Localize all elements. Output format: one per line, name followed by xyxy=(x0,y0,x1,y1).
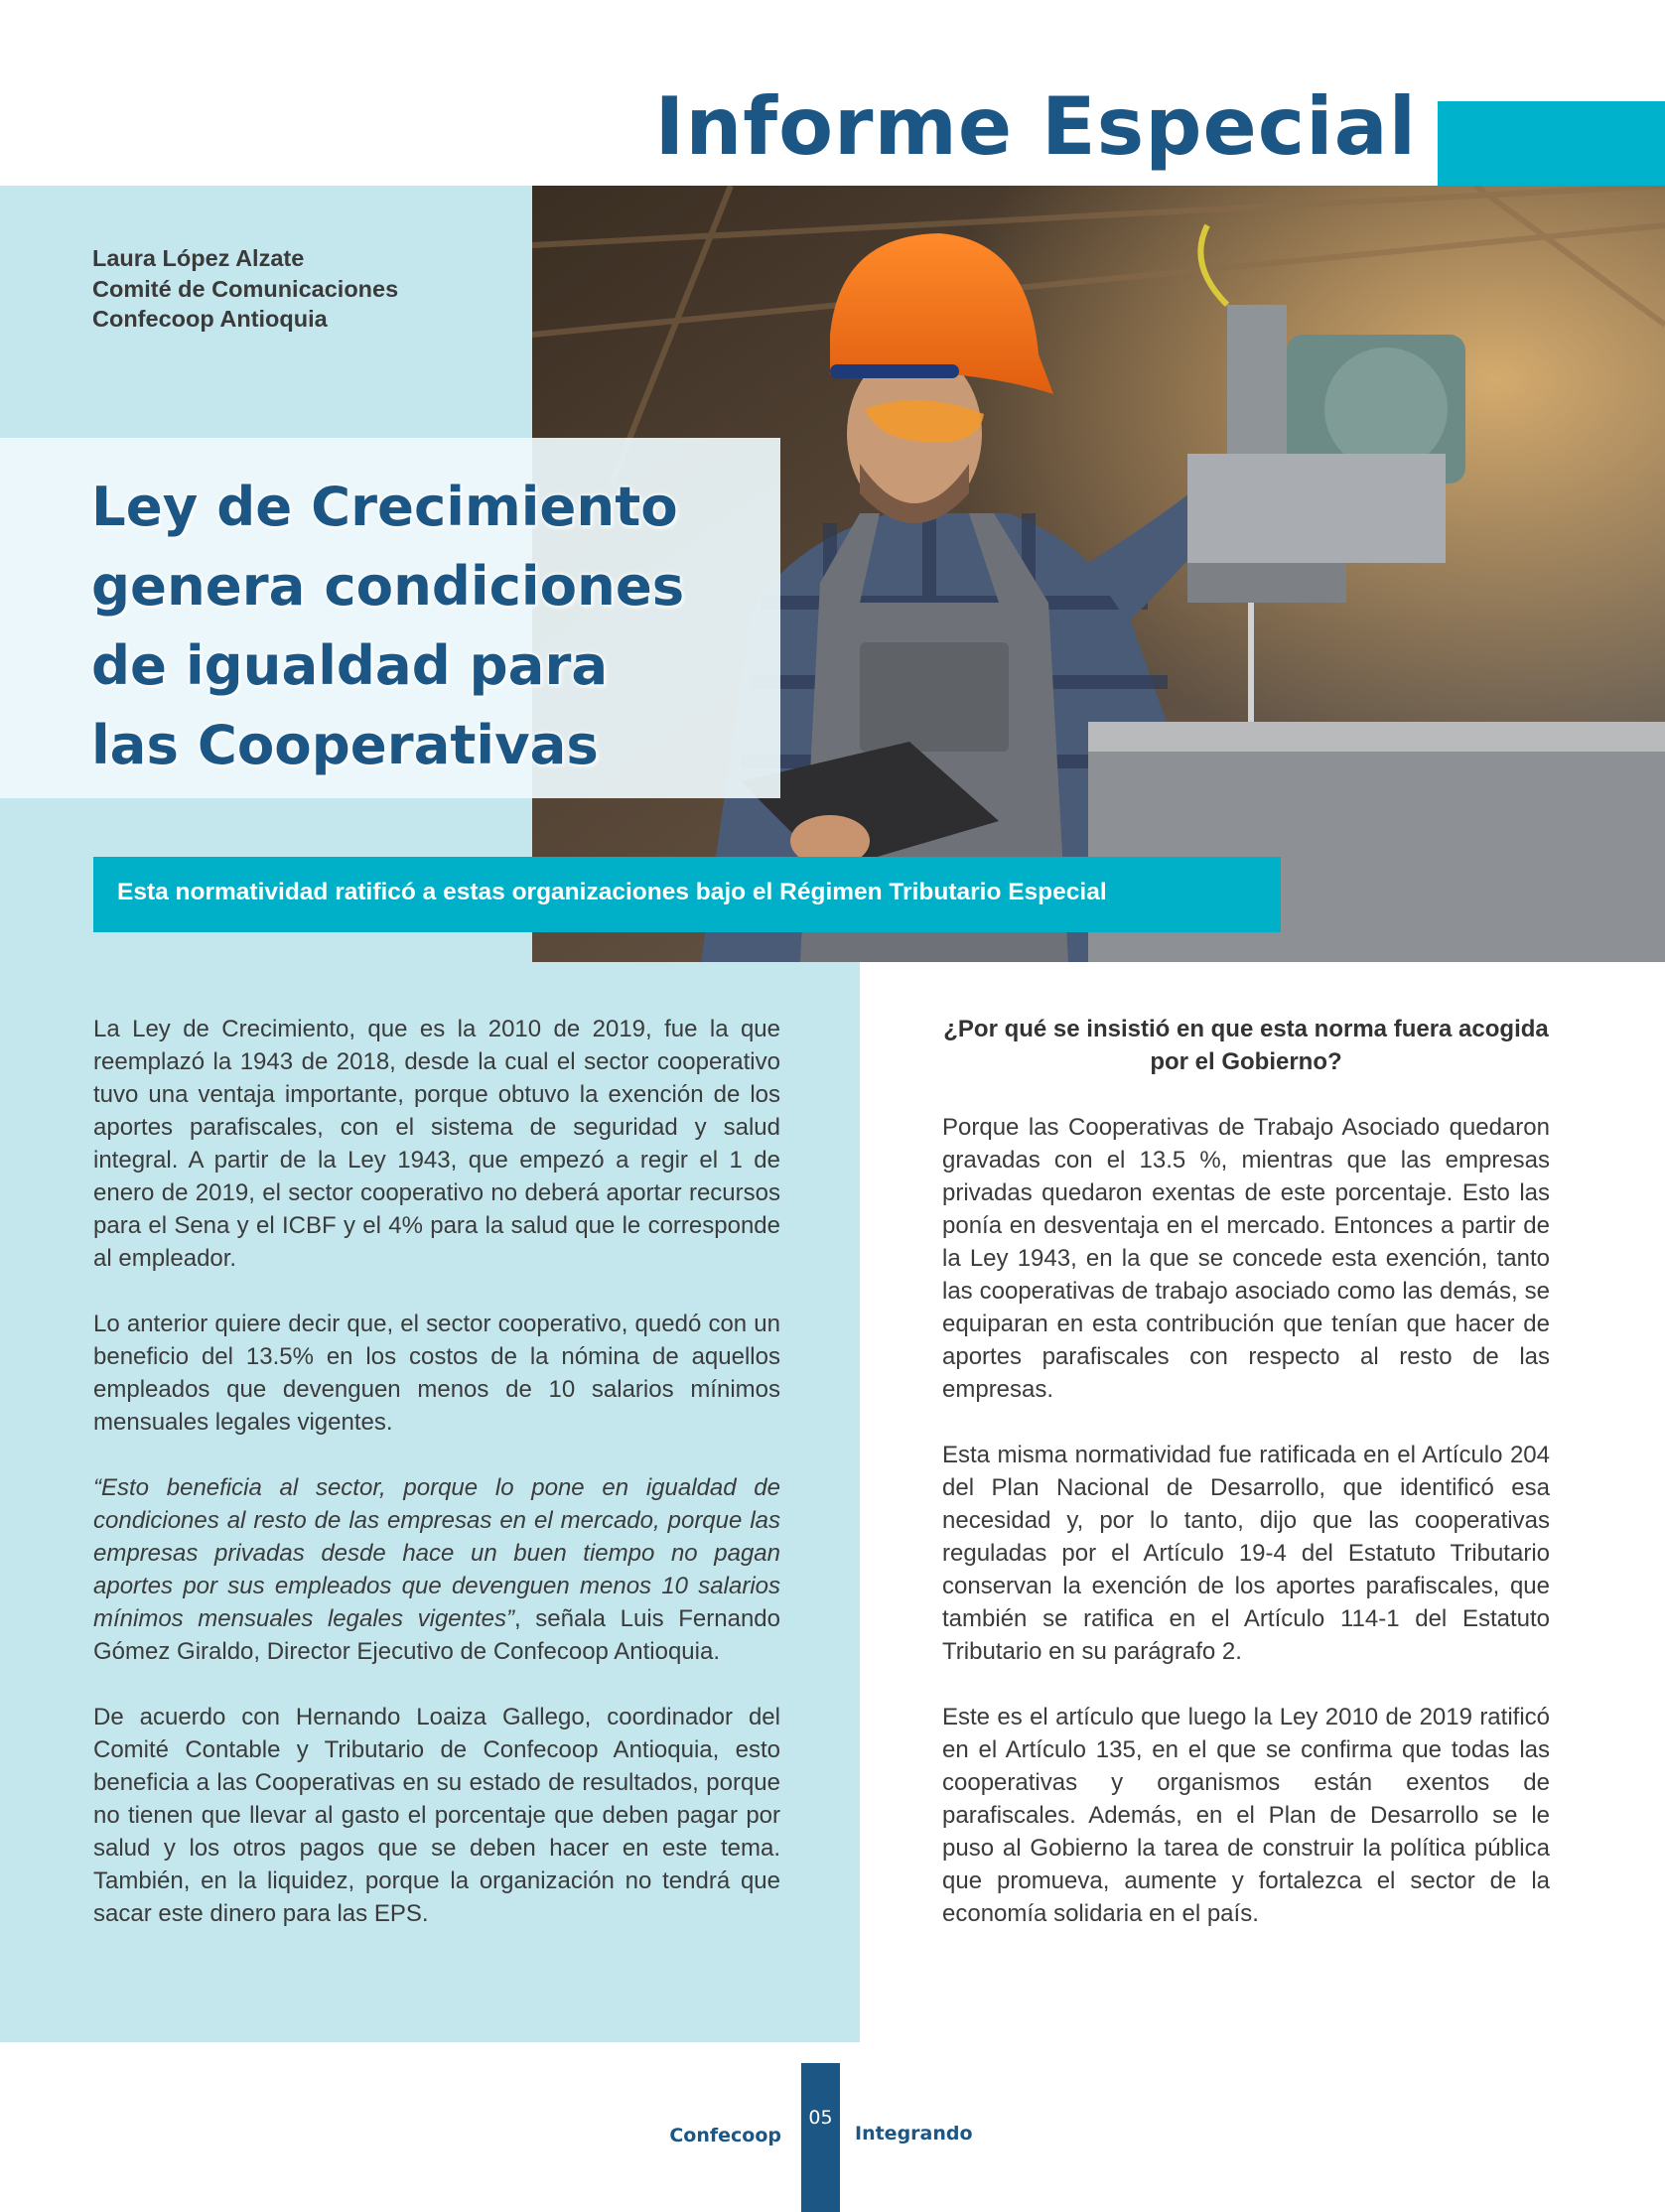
footer-publication: Integrando xyxy=(855,2123,973,2144)
quote-paragraph xyxy=(93,1471,780,1668)
headline-line: Ley de Crecimiento xyxy=(91,475,678,538)
subtitle-banner xyxy=(93,857,1281,932)
author-name: Laura López Alzate xyxy=(92,245,305,271)
quote-attribution: , señala Luis Fernando Gómez Giraldo, Director Ejecutivo de Confecoop Antioquia. xyxy=(93,1605,780,1665)
body-paragraph: Este es el artículo que luego la Ley 2010 de 2019 ratificó en el Artículo 135, en el que se confirma que todas las cooperativas y organismos están exentos de parafiscales. Además, en el Plan de Desarrollo se le puso al Gobierno la tarea de construir la política pública que promueva, aumente y fortalezca el sector de la economía solidaria en el país. xyxy=(942,1704,1550,1927)
body-paragraph: La Ley de Crecimiento, que es la 2010 de 2019, fue la que reemplazó la 1943 de 2018, desde la cual el sector cooperativo tuvo una ventaja importante, porque obtuvo la exención de los aportes parafiscales, con el sistema de seguridad y salud integral. A partir de la Ley 1943, que empezó a regir el 1 de enero de 2019, el sector cooperativo no deberá aportar recursos para el Sena y el ICBF y el 4% para la salud que le corresponde al empleador. xyxy=(93,1016,780,1272)
title-accent-bar xyxy=(1438,101,1665,186)
quote-text: “Esto beneficia al sector, porque lo pone en igualdad de condiciones al resto de las empresas en el mercado, porque las empresas privadas desde hace un buen tiempo no pagan aportes por sus empleados que devenguen menos 10 salarios mínimos mensuales legales vigentes” xyxy=(93,1474,780,1632)
body-paragraph: Esta misma normatividad fue ratificada en el Artículo 204 del Plan Nacional de Desarrollo, que identificó esa necesidad y, por lo tanto, dijo que las cooperativas reguladas por el Artículo 19-4 del Estatuto Tributario conservan la exención de los aportes parafiscales, que también se ratifica en el Artículo 114-1 del Estatuto Tributario en su parágrafo 2. xyxy=(942,1442,1550,1665)
footer-page-bar xyxy=(801,2063,840,2212)
byline xyxy=(92,243,398,335)
body-paragraph: De acuerdo con Hernando Loaiza Gallego, coordinador del Comité Contable y Tributario de Confecoop Antioquia, esto beneficia a las Cooperativas en su estado de resultados, porque no tienen que llevar al gasto el porcentaje que deben pagar por salud y los otros pagos que se deben hacer en este tema. También, en la liquidez, porque la organización no tendrá que sacar este dinero para las EPS. xyxy=(93,1704,780,1927)
headline-line: de igualdad para xyxy=(91,633,609,697)
author-organization: Confecoop Antioquia xyxy=(92,306,328,332)
headline-line: las Cooperativas xyxy=(91,713,599,776)
headline-line: genera condiciones xyxy=(91,554,685,618)
article-subtitle: Esta normatividad ratificó a estas organizaciones bajo el Régimen Tributario Especial xyxy=(117,879,1107,905)
left-column xyxy=(93,1013,780,1963)
section-title: Informe Especial xyxy=(654,80,1417,173)
footer-publisher: Confecoop xyxy=(669,2125,781,2146)
section-question: ¿Por qué se insistió en que esta norma fuera acogida por el Gobierno? xyxy=(943,1016,1549,1075)
body-paragraph: Porque las Cooperativas de Trabajo Asociado quedaron gravadas con el 13.5 %, mientras que las empresas privadas quedaron exentas de este porcentaje. Esto las ponía en desventaja en el mercado. Entonces a partir de la Ley 1943, en la que se concede esta exención, tanto las cooperativas de trabajo asociado como las demás, se equiparan en esta contribución que tenían que hacer de aportes parafiscales con respecto al resto de las empresas. xyxy=(942,1114,1550,1403)
article-headline xyxy=(91,467,684,784)
author-role: Comité de Comunicaciones xyxy=(92,275,399,302)
body-paragraph: Lo anterior quiere decir que, el sector cooperativo, quedó con un beneficio del 13.5% en los costos de la nómina de aquellos empleados que devenguen menos de 10 salarios mínimos mensuales legales vigentes. xyxy=(93,1311,780,1436)
right-column xyxy=(942,1013,1550,1963)
page-number: 05 xyxy=(808,2107,833,2129)
